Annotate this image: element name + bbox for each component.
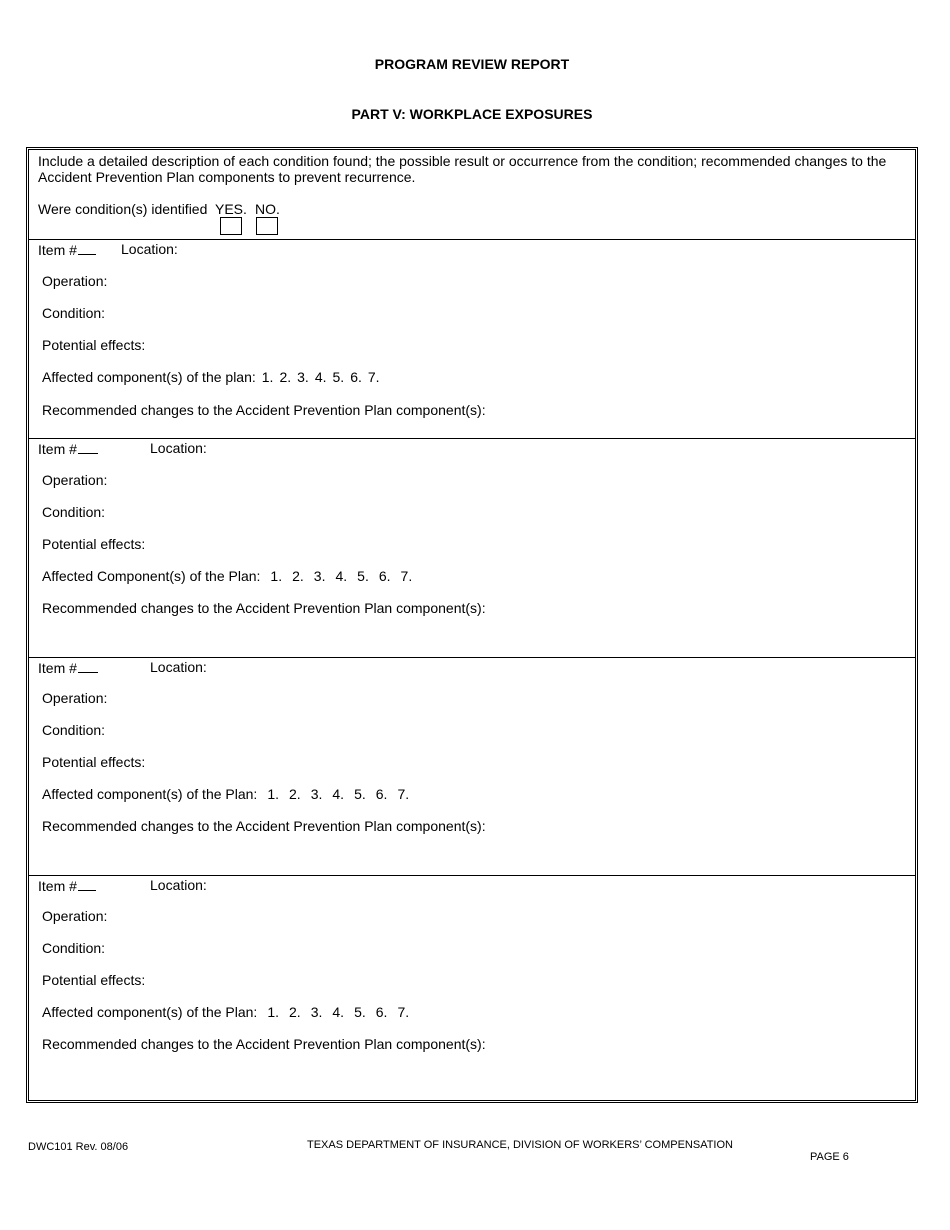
component-number[interactable]: 3. (310, 786, 323, 802)
component-number[interactable]: 2. (279, 369, 292, 385)
component-number[interactable]: 1. (270, 568, 283, 584)
potential-effects-label: Potential effects: (42, 337, 146, 353)
part-title: PART V: WORKPLACE EXPOSURES (351, 106, 593, 122)
item-number-field[interactable] (38, 241, 96, 258)
component-number[interactable]: 2. (289, 1004, 301, 1020)
page-number: PAGE 6 (810, 1151, 849, 1163)
operation-label: Operation: (42, 472, 108, 488)
yes-checkbox[interactable] (220, 217, 242, 235)
department-name: TEXAS DEPARTMENT OF INSURANCE, DIVISION OF WORKERS’ COMPENSATION (307, 1139, 733, 1151)
component-number[interactable]: 5. (354, 1004, 366, 1020)
component-number[interactable]: 5. (354, 786, 366, 802)
potential-effects-label: Potential effects: (42, 536, 146, 552)
component-number[interactable]: 3. (313, 568, 326, 584)
item-label: Item # (38, 878, 77, 894)
component-number[interactable]: 3. (310, 1004, 323, 1020)
affected-components-label: Affected component(s) of the Plan: (42, 786, 258, 802)
form-frame (26, 147, 918, 1103)
item-label: Item # (38, 660, 77, 676)
operation-label: Operation: (42, 273, 108, 289)
component-number[interactable]: 4. (314, 369, 327, 385)
item-section-3 (29, 658, 915, 876)
item-number-field[interactable] (38, 659, 98, 676)
component-number[interactable]: 1. (267, 1004, 279, 1020)
component-number[interactable]: 6. (375, 786, 388, 802)
component-number[interactable]: 1. (261, 369, 274, 385)
component-number[interactable]: 7. (397, 1004, 410, 1020)
recommended-changes-label: Recommended changes to the Accident Prevention Plan component(s): (42, 600, 486, 616)
component-number[interactable]: 4. (332, 786, 345, 802)
operation-label: Operation: (42, 908, 108, 924)
component-number[interactable]: 2. (289, 786, 301, 802)
affected-components-label: Affected Component(s) of the Plan: (42, 568, 261, 584)
potential-effects-label: Potential effects: (42, 972, 146, 988)
component-numbers (257, 1004, 409, 1020)
item-number-field[interactable] (38, 440, 98, 457)
yes-label: YES. (215, 201, 247, 217)
item-label: Item # (38, 242, 77, 258)
operation-label: Operation: (42, 690, 108, 706)
component-number[interactable]: 6. (350, 369, 362, 385)
affected-components-label: Affected component(s) of the plan: (42, 369, 256, 385)
item-section-4 (29, 876, 915, 1100)
component-number[interactable]: 7. (400, 568, 413, 584)
conditions-question: Were condition(s) identified (38, 201, 208, 217)
potential-effects-label: Potential effects: (42, 754, 146, 770)
component-number[interactable]: 1. (267, 786, 279, 802)
component-numbers (260, 568, 412, 584)
location-label: Location: (150, 440, 207, 456)
item-number-field[interactable] (38, 877, 96, 894)
component-numbers (257, 786, 409, 802)
component-number[interactable]: 6. (375, 1004, 388, 1020)
location-label: Location: (121, 241, 178, 257)
recommended-changes-label: Recommended changes to the Accident Prevention Plan component(s): (42, 1036, 486, 1052)
form-id: DWC101 Rev. 08/06 (28, 1141, 129, 1153)
affected-components-row (42, 568, 412, 584)
component-number[interactable]: 5. (357, 568, 369, 584)
component-number[interactable]: 7. (367, 369, 380, 385)
no-checkbox[interactable] (256, 217, 278, 235)
item-number-blank[interactable] (78, 440, 98, 454)
condition-label: Condition: (42, 504, 106, 520)
location-label: Location: (150, 659, 207, 675)
condition-label: Condition: (42, 305, 106, 321)
condition-label: Condition: (42, 940, 106, 956)
component-number[interactable]: 5. (332, 369, 345, 385)
report-title: PROGRAM REVIEW REPORT (374, 56, 570, 72)
component-number[interactable]: 2. (292, 568, 304, 584)
item-label: Item # (38, 441, 77, 457)
component-number[interactable]: 4. (335, 568, 348, 584)
affected-components-row (42, 786, 409, 802)
affected-components-row (42, 369, 380, 385)
intro-box (29, 150, 915, 240)
condition-label: Condition: (42, 722, 106, 738)
intro-description: Include a detailed description of each condition found; the possible result or occurrence from the condition; recommended changes to the Accident Prevention Plan components to prevent recurrence. (38, 153, 887, 185)
affected-components-row (42, 1004, 409, 1020)
location-label: Location: (150, 877, 207, 893)
component-number[interactable]: 4. (332, 1004, 345, 1020)
item-number-blank[interactable] (78, 659, 98, 673)
affected-components-label: Affected component(s) of the Plan: (42, 1004, 258, 1020)
item-section-2 (29, 439, 915, 658)
recommended-changes-label: Recommended changes to the Accident Prevention Plan component(s): (42, 818, 486, 834)
no-label: NO. (255, 201, 280, 217)
item-section-1 (29, 240, 915, 439)
component-number[interactable]: 6. (378, 568, 391, 584)
component-number[interactable]: 3. (297, 369, 309, 385)
item-number-blank[interactable] (78, 877, 96, 891)
component-number[interactable]: 7. (397, 786, 410, 802)
item-number-blank[interactable] (78, 241, 96, 255)
recommended-changes-label: Recommended changes to the Accident Prevention Plan component(s): (42, 402, 486, 418)
component-numbers (256, 369, 380, 385)
